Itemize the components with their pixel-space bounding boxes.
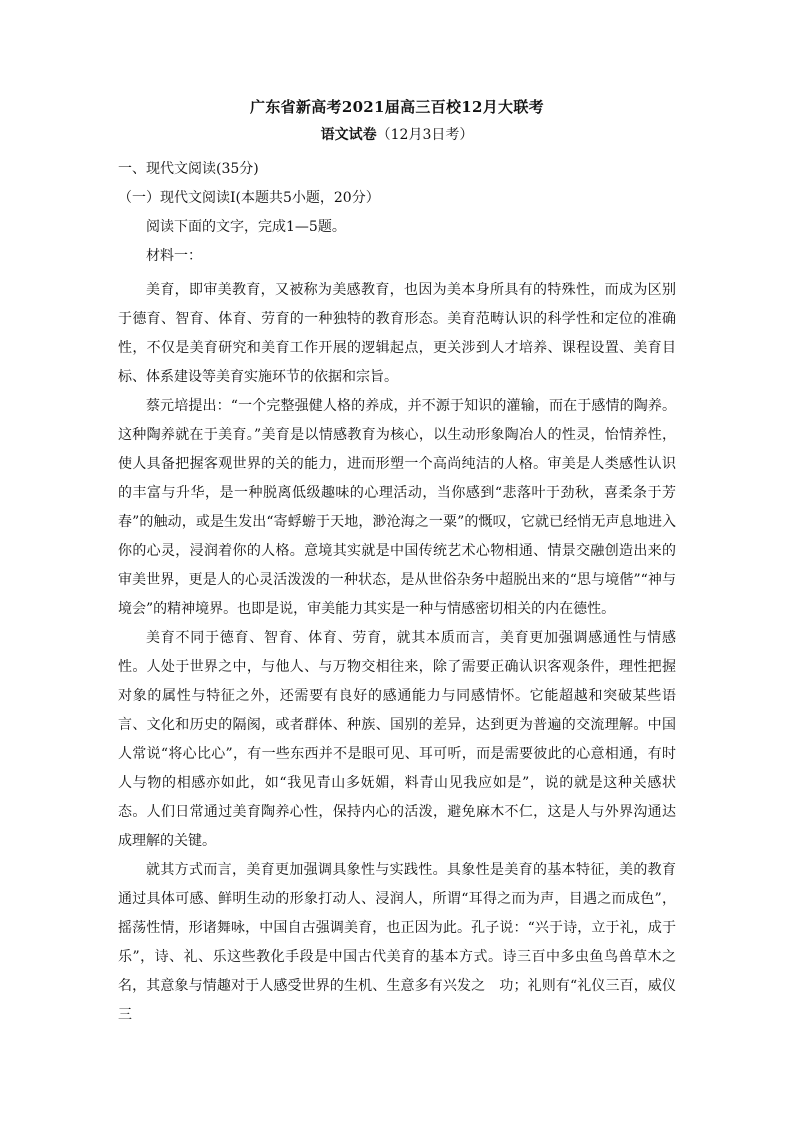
exam-subtitle-main: 语文试卷 [320, 127, 377, 143]
paragraph-1: 美育，即审美教育，又被称为美感教育，也因为美本身所具有的特殊性，而成为区别于德育、智育、体育、劳育的一种独特的教育形态。美育范畴认识的科学性和定位的准确性，不仅是美育研究和美育工作开展的逻辑起点，更关涉到人才培养、课程设置、美育目标、体系建设等美育实施环节的依据和宗旨。 [118, 282, 676, 385]
reading-instruction: 阅读下面的文字，完成1—5题。 [146, 219, 346, 235]
exam-title: 广东省新高考2021届高三百校12月大联考 [250, 98, 544, 116]
exam-date-note: （12月3日考） [376, 127, 474, 143]
subsection-heading: （一）现代文阅读Ⅰ(本题共5小题，20分） [118, 190, 380, 206]
paragraph-2: 蔡元培提出：“一个完整强健人格的养成，并不源于知识的灌输，而在于感情的陶养。这种陶养就在于美育。”美育是以情感教育为核心，以生动形象陶冶人的性灵，怡情养性，使人具备把握客观世界的关的能力，进而形塑一个高尚纯洁的人格。审美是人类感性认识的丰富与升华，是一种脱离低级趣味的心理活动，当你感到“悲落叶于劲秋，喜柔条于芳春”的触动，或是生发出“寄蜉蝣于天地，渺沧海之一粟”的慨叹，它就已经悄无声息地进入你的心灵，浸润着你的人格。意境其实就是中国传统艺术心物相通、情景交融创造出来的审美世界，更是人的心灵活泼泼的一种状态，是从世俗杂务中超脱出来的“思与境偕”“神与境会”的精神境界。也即是说，审美能力其实是一种与情感密切相关的内在德性。 [118, 398, 676, 617]
section-heading: 一、现代文阅读(35分) [118, 161, 259, 177]
exam-subtitle [118, 126, 676, 144]
document-page [118, 98, 676, 1030]
material-label: 材料一： [146, 248, 202, 264]
paragraph-3: 美育不同于德育、智育、体育、劳育，就其本质而言，美育更加强调感通性与情感性。人处于世界之中，与他人、与万物交相往来，除了需要正确认识客观条件，理性把握对象的属性与特征之外，还需要有良好的感通能力与同感情怀。它能超越和突破某些语言、文化和历史的隔阂，或者群体、种族、国别的差异，达到更为普遍的交流理解。中国人常说“将心比心”，有一些东西并不是眼可见、耳可听，而是需要彼此的心意相通，有时人与物的相感亦如此，如“我见青山多妩媚，料青山见我应如是”，说的就是这种关感状态。人们日常通过美育陶养心性，保持内心的活泼，避免麻木不仁，这是人与外界沟通达成理解的关键。 [118, 630, 676, 849]
paragraph-4: 就其方式而言，美育更加强调具象性与实践性。具象性是美育的基本特征，美的教育通过具体可感、鲜明生动的形象打动人、浸润人，所谓“耳得之而为声，目遇之而成色”，摇荡性情，形诸舞咏，中国自古强调美育，也正因为此。孔子说：“兴于诗，立于礼，成于乐”，诗、礼、乐这些教化手段是中国古代美育的基本方式。诗三百中多虫鱼鸟兽草木之名，其意象与情趣对于人感受世界的生机、生意多有兴发之 功；礼则有“礼仪三百，威仪三 [118, 862, 676, 1023]
